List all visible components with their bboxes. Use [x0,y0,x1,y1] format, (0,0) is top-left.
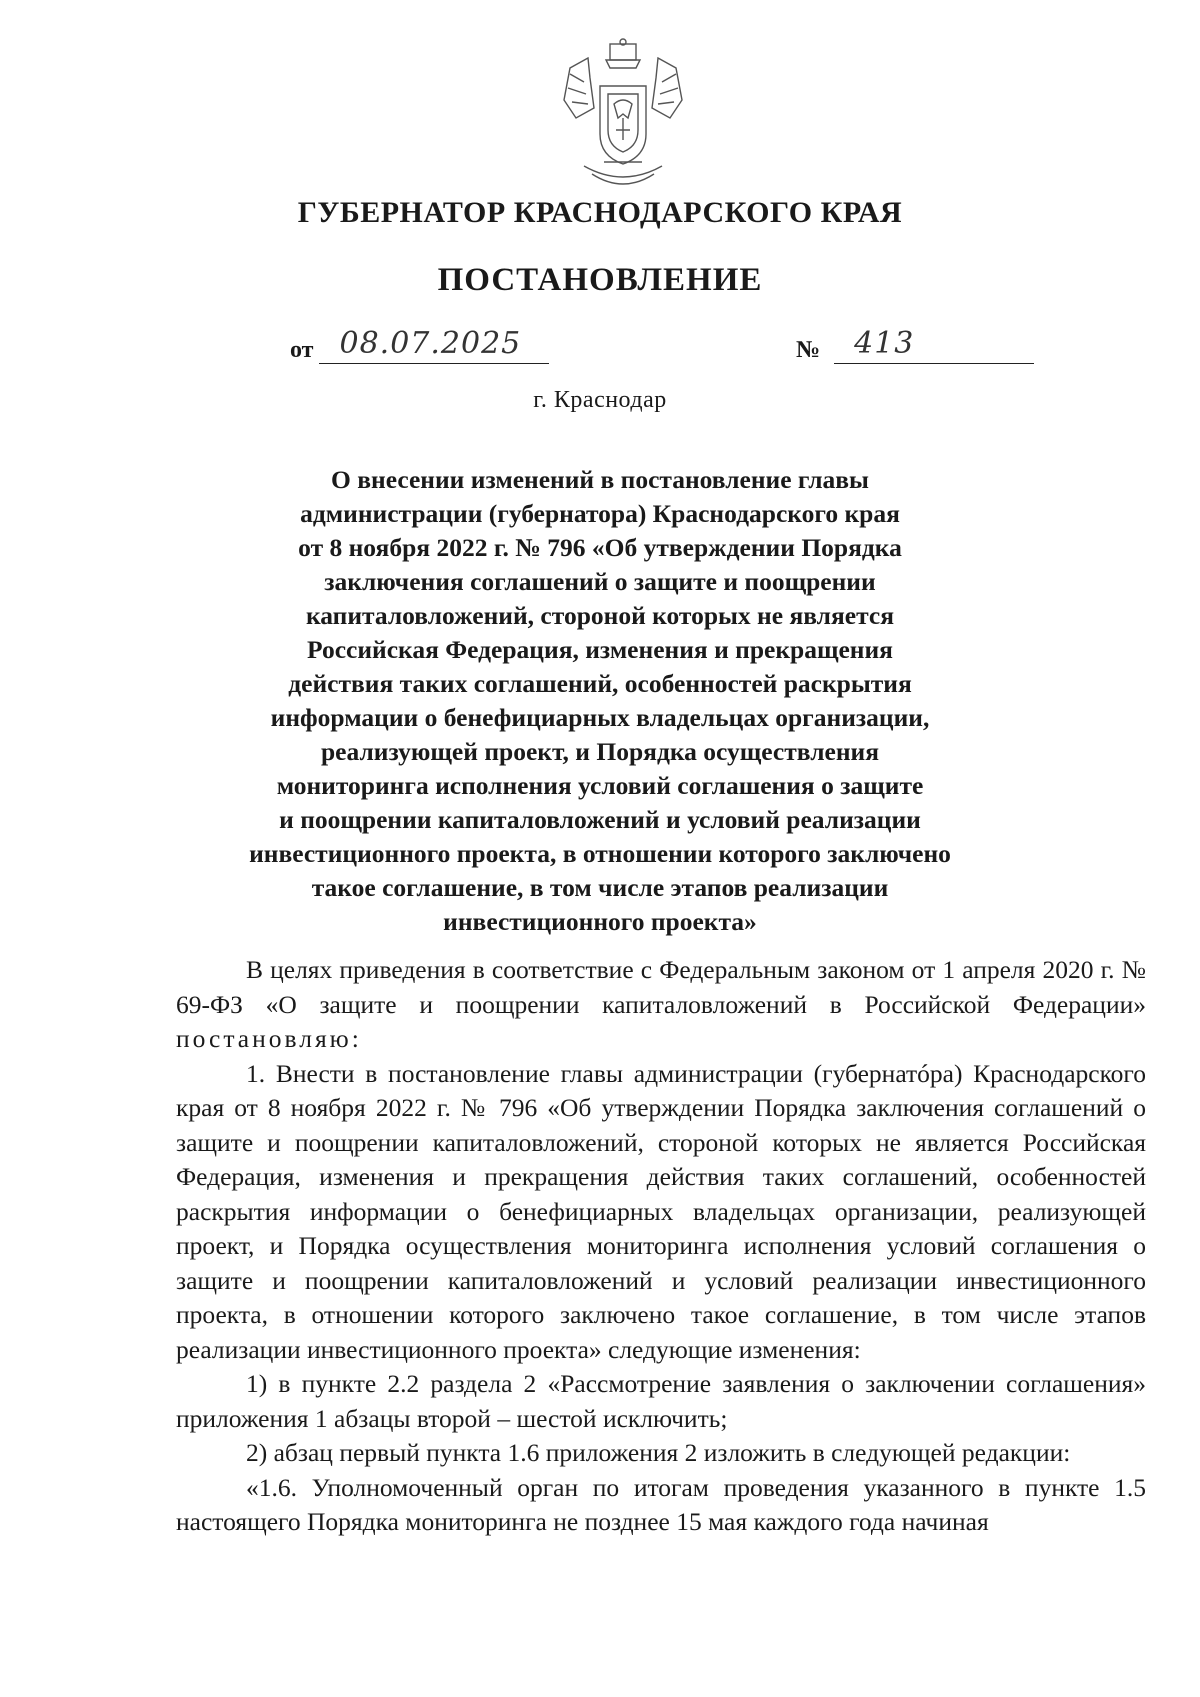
document-body [176,953,1146,1540]
number-underline [834,326,1034,364]
preamble-text: В целях приведения в соответствие с Федеральным законом от 1 апреля 2020 г. № 69-ФЗ «О защите и поощрении капиталовложений в Российской Федерации» [176,955,1146,1019]
title-line: администрации (губернатора) Краснодарского края [300,499,900,528]
preamble-paragraph [176,953,1146,1057]
handwritten-date: 08.07.2025 [339,326,522,361]
subitem-2-paragraph: 2) абзац первый пункта 1.6 приложения 2 изложить в следующей редакции: [246,1438,1071,1467]
city-label: г. Краснодар [533,387,667,413]
date-underline [319,326,549,364]
title-line: инвестиционного проекта, в отношении которого заключено [249,839,951,868]
title-line: О внесении изменений в постановление главы [331,465,869,494]
title-line: инвестиционного проекта» [443,907,757,936]
date-field [290,326,549,364]
number-prefix-label: № [796,337,821,363]
title-line: Российская Федерация, изменения и прекращения [307,635,893,664]
title-line: реализующей проект, и Порядка осуществления [320,737,879,766]
subitem-1-paragraph: 1) в пункте 2.2 раздела 2 «Рассмотрение заявления о заключении соглашения» приложения 1 абзацы второй – шестой исключить; [176,1369,1146,1433]
title-line: капиталовложений, стороной которых не является [305,601,895,630]
coat-of-arms-emblem [548,38,698,198]
document-title [220,463,980,939]
new-wording-paragraph: «1.6. Уполномоченный орган по итогам проведения указанного в пункте 1.5 настоящего Порядка мониторинга не позднее 15 мая каждого года начиная [176,1472,1146,1536]
title-line: заключения соглашений о защите и поощрении [324,567,876,596]
title-line: мониторинга исполнения условий соглашения о защите [276,771,924,800]
item-1-paragraph: 1. Внести в постановление главы администрации (губернатóра) Краснодарского края от 8 ноября 2022 г. № 796 «Об утверждении Порядка заключения соглашений о защите и поощрении капиталовложений, стороной которых не является Российская Федерация, изменения и прекращения действия таких соглашений, особенностей раскрытия информации о бенефициарных владельцах организации, реализующей проект, и Порядка осуществления мониторинга исполнения условий соглашения о защите и поощрении капиталовложений и условий реализации инвестиционного проекта, в отношении которого заключено такое соглашение, в том числе этапов реализации инвестиционного проекта» следующие изменения: [176,1058,1146,1364]
title-line: информации о бенефициарных владельцах организации, [270,703,930,732]
title-line: и поощрении капиталовложений и условий реализации [279,805,921,834]
title-line: такое соглашение, в том числе этапов реализации [311,873,889,902]
decree-word: постановляю: [176,1024,362,1053]
issuing-authority: ГУБЕРНАТОР КРАСНОДАРСКОГО КРАЯ [297,196,903,229]
document-type-heading: ПОСТАНОВЛЕНИЕ [437,262,763,298]
date-prefix-label: от [290,337,314,363]
title-line: действия таких соглашений, особенностей раскрытия [288,669,912,698]
number-field [796,326,1034,364]
title-line: от 8 ноября 2022 г. № 796 «Об утверждении Порядка [298,533,902,562]
handwritten-number: 413 [854,326,915,361]
